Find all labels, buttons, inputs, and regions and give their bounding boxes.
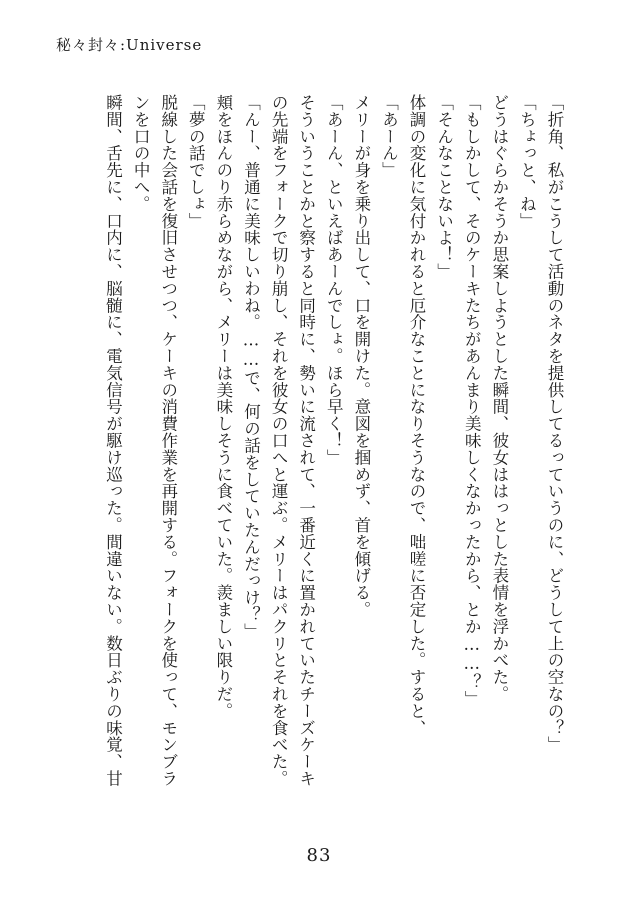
text-line: 「そんなことないよ！」 (434, 94, 454, 280)
text-line: の先端をフォークで切り崩し、それを彼女の口へと運ぶ。メリーはパクリとそれを食べた。 (269, 94, 289, 787)
page-number: 83 (306, 845, 332, 866)
text-line: 「折角、私がこうして活動のネタを提供してるっていうのに、どうして上の空なの？」 (545, 94, 564, 754)
text-line: 「んー、普通に美味しいわね。……で、何の話をしていたんだっけ？」 (241, 94, 261, 640)
text-line: 「夢の話でしょ」 (186, 94, 206, 230)
text-line: 「あーん」 (379, 94, 399, 179)
text-line: どうはぐらかそうか思案しようとした瞬間、彼女ははっとした表情を浮かべた。 (489, 94, 509, 703)
text-line: 「ちょっと、ね」 (517, 94, 537, 230)
text-line: 頬をほんのり赤らめながら、メリーは美味しそうに食べていた。羨ましい限りだ。 (213, 94, 233, 720)
text-line: 瞬間、舌先に、口内に、脳髄に、電気信号が駆け巡った。間違いない。数日ぶりの味覚、甘 (103, 94, 123, 787)
running-header: 秘々封々:Universe (56, 36, 203, 54)
text-line: 脱線した会話を復旧させつつ、ケーキの消費作業を再開する。フォークを使って、モンブラ (158, 94, 178, 787)
text-line: メリーが身を乗り出して、口を開けた。意図を掴めず、首を傾げる。 (351, 94, 371, 618)
vertical-body-text (70, 94, 568, 824)
text-line: 「あーん、といえばあーんでしょ。ほら早く！」 (324, 94, 344, 466)
text-line: そういうことかと察すると同時に、勢いに流されて、一番近くに置かれていたチーズケーキ (296, 94, 316, 787)
text-line: 「もしかして、そのケーキたちがあんまり美味しくなかったから、とか……？」 (462, 94, 482, 708)
text-line: 体調の変化に気付かれると厄介なことになりそうなので、咄嗟に否定した。すると、 (407, 94, 427, 737)
text-line: ンを口の中へ。 (131, 94, 151, 213)
